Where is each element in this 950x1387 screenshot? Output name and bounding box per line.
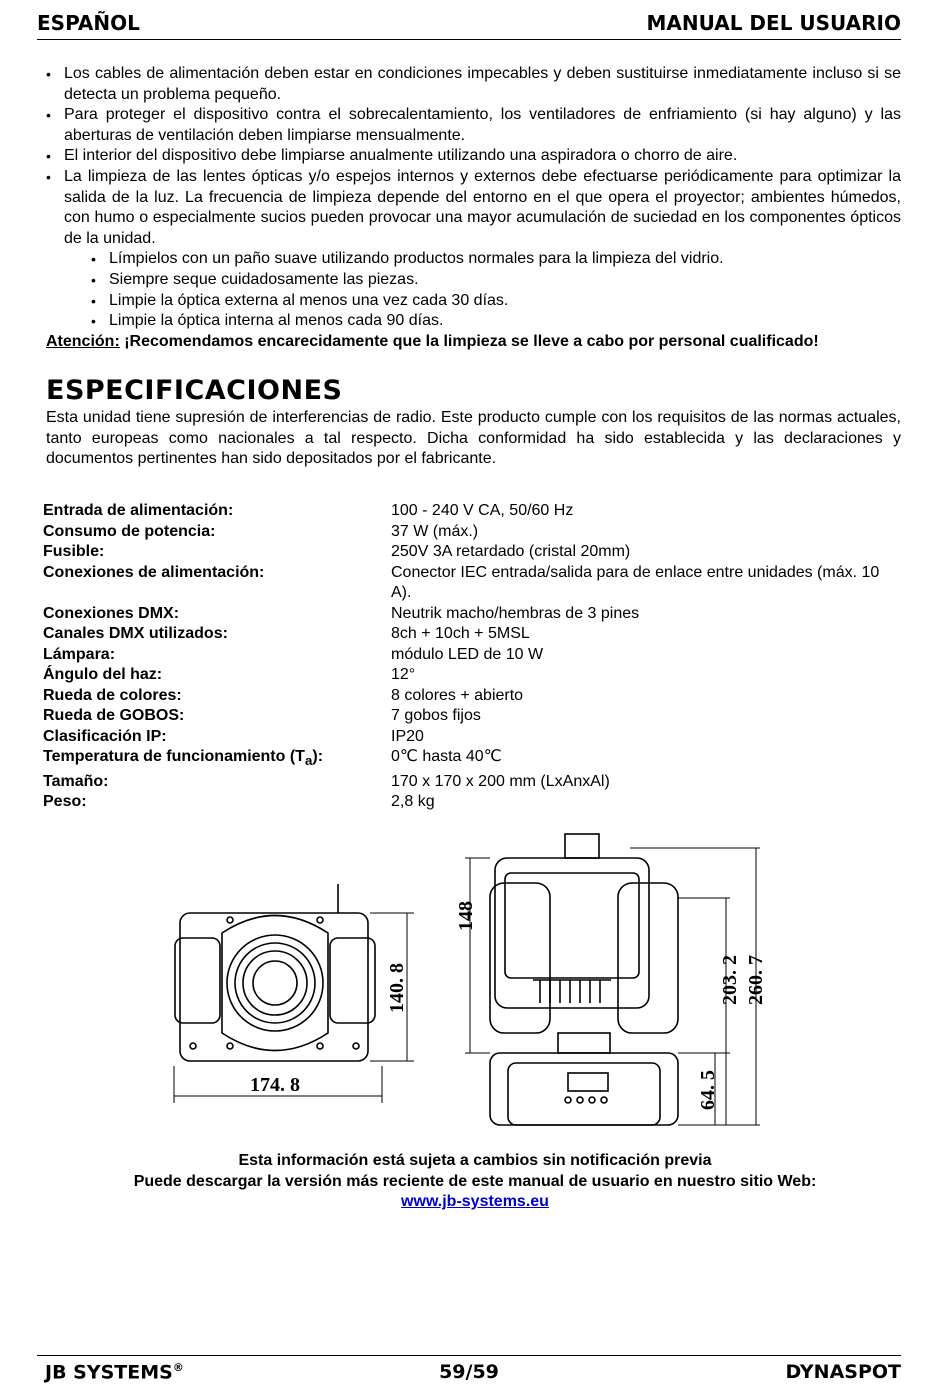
spec-label: Rueda de colores: xyxy=(43,686,182,704)
spec-label: Rueda de GOBOS: xyxy=(43,707,185,724)
table-row xyxy=(43,772,903,793)
spec-label: Ángulo del haz: xyxy=(43,666,163,683)
spec-value: Neutrik macho/hembras de 3 pines xyxy=(391,604,640,622)
list-item: • La limpieza de las lentes ópticas y/o espejos internos y externos debe efectuarse periódicamente para optimizar la salida de la luz. La frecuencia de limpieza depende del entorno en el que opera el proyector; ambientes húmedos, con humo o especialmente sucios pueden provocar una mayor acumulación de suciedad en los componentes ópticos de la unidad. xyxy=(46,167,901,249)
warning-note xyxy=(46,332,901,353)
dim-top-width: 174. 8 xyxy=(250,1074,300,1096)
spec-label: Clasificación IP: xyxy=(43,727,167,745)
warning-label: Atención: xyxy=(46,332,120,350)
table-row xyxy=(43,686,903,707)
spec-value: 7 gobos fijos xyxy=(391,707,481,724)
spec-value: 8ch + 10ch + 5MSL xyxy=(391,625,530,642)
spec-label-end: ): xyxy=(312,748,324,765)
table-row xyxy=(43,792,903,813)
list-item: • Los cables de alimentación deben estar en condiciones impecables y deben sustituirse inmediatamente incluso si se detecta un problema pequeño. xyxy=(46,64,901,105)
table-row xyxy=(43,665,903,686)
table-row xyxy=(43,624,903,645)
table-row xyxy=(43,542,903,563)
spec-value: 8 colores + abierto xyxy=(391,686,524,704)
list-item: • Límpielos con un paño suave utilizando productos normales para la limpieza del vidrio. xyxy=(91,249,901,270)
list-item: • El interior del dispositivo debe limpiarse anualmente utilizando una aspiradora o chorro de aire. xyxy=(46,146,901,167)
list-item: • Limpie la óptica interna al menos cada 90 días. xyxy=(91,311,901,332)
notice-line-1: Esta información está sujeta a cambios sin notificación previa xyxy=(238,1152,712,1169)
spec-label: Entrada de alimentación: xyxy=(43,502,234,519)
spec-label: Canales DMX utilizados: xyxy=(43,625,228,642)
top-view-drawing xyxy=(174,884,414,1103)
website-link[interactable]: www.jb-systems.eu xyxy=(401,1193,549,1210)
maintenance-list xyxy=(46,64,901,249)
page-header xyxy=(37,7,901,40)
page-footer xyxy=(37,1355,901,1386)
footer-product: DYNASPOT xyxy=(785,1361,901,1383)
spec-label-subscript: a xyxy=(304,753,313,769)
list-item: • Para proteger el dispositivo contra el sobrecalentamiento, los ventiladores de enfriamiento (si hay alguno) y las aberturas de ventilación deben limpiarse mensualmente. xyxy=(46,105,901,146)
spec-value: 37 W (máx.) xyxy=(391,522,479,540)
spec-value: Conector IEC entrada/salida para de enlace entre unidades (máx. 10 A). xyxy=(391,563,880,601)
spec-value: 100 - 240 V CA, 50/60 Hz xyxy=(391,502,574,519)
list-item: • Limpie la óptica externa al menos una vez cada 30 días. xyxy=(91,291,901,312)
header-language: ESPAÑOL xyxy=(37,11,140,35)
warning-text: ¡Recomendamos encarecidamente que la limpieza se lleve a cabo por personal cualificado! xyxy=(119,332,819,350)
spec-label: Fusible: xyxy=(43,543,105,560)
header-doc-title: MANUAL DEL USUARIO xyxy=(646,11,901,35)
footer-brand-name: JB SYSTEMS xyxy=(45,1361,173,1384)
table-row xyxy=(43,522,903,543)
footer-reg-mark: ® xyxy=(172,1361,184,1374)
main-content xyxy=(46,64,901,470)
table-row xyxy=(43,563,903,604)
dimension-drawings xyxy=(160,828,780,1128)
spec-label: Tamaño: xyxy=(43,772,109,790)
spec-label: Lámpara: xyxy=(43,645,116,663)
table-row xyxy=(43,747,903,772)
table-row xyxy=(43,727,903,748)
dim-top-depth: 140. 8 xyxy=(386,963,408,1013)
table-row xyxy=(43,645,903,666)
section-intro: Esta unidad tiene supresión de interferencias de radio. Este producto cumple con los requisitos de las normas actuales, tanto europeas como nacionales a tal respecto. Dicha conformidad ha sido establecida y las declaraciones y documentos pertinentes han sido depositados por el fabricante. xyxy=(46,408,901,468)
spec-label: Consumo de potencia: xyxy=(43,522,216,540)
spec-label: Conexiones de alimentación: xyxy=(43,563,265,581)
spec-value: 12° xyxy=(391,666,416,683)
spec-value: módulo LED de 10 W xyxy=(391,645,544,663)
cleaning-sublist xyxy=(91,249,901,331)
notice-line-2: Puede descargar la versión más reciente de este manual de usuario en nuestro sitio Web: xyxy=(133,1172,817,1190)
spec-label: Conexiones DMX: xyxy=(43,604,180,622)
table-row xyxy=(43,706,903,727)
dim-height-total: 260. 7 xyxy=(745,955,767,1005)
specs-table xyxy=(43,501,903,813)
spec-value: 0℃ hasta 40℃ xyxy=(391,748,502,765)
spec-value: 250V 3A retardado (cristal 20mm) xyxy=(391,543,631,560)
table-row xyxy=(43,604,903,625)
dim-height-a: 203. 2 xyxy=(719,955,741,1005)
spec-label: Peso: xyxy=(43,793,87,811)
spec-label xyxy=(43,747,391,772)
spec-value: IP20 xyxy=(391,727,424,745)
notice-block xyxy=(0,1151,950,1213)
table-row xyxy=(43,501,903,522)
dim-head-height: 148 xyxy=(455,901,477,931)
spec-label-main: Temperatura de funcionamiento (T xyxy=(43,748,305,765)
spec-value: 170 x 170 x 200 mm (LxAnxAl) xyxy=(391,772,610,790)
section-title: ESPECIFICACIONES xyxy=(46,375,343,407)
list-item: • Siempre seque cuidadosamente las piezas. xyxy=(91,270,901,291)
dim-base-height: 64. 5 xyxy=(697,1070,719,1110)
footer-page-number: 59/59 xyxy=(439,1361,499,1383)
spec-value: 2,8 kg xyxy=(391,793,435,811)
